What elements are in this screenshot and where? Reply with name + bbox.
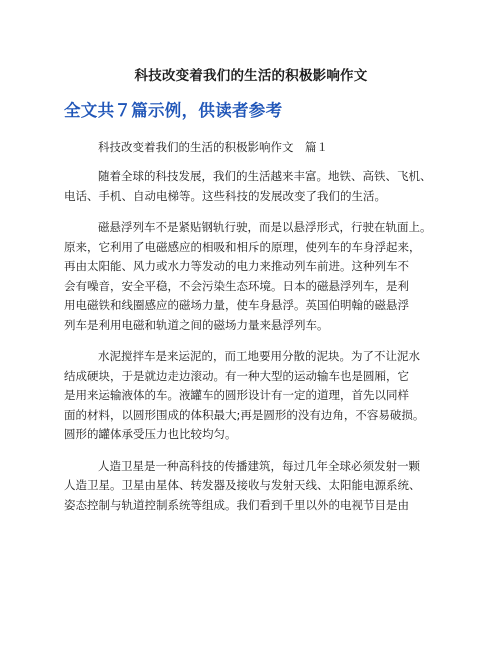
article-body: [64, 167, 444, 527]
paragraph-line: 人造卫星。卫星由星体、转发器及接收与发射天线、太阳能电源系统、: [64, 478, 421, 492]
document-title: 科技改变着我们的生活的积极影响作文: [134, 68, 368, 84]
paragraph-line: 原来，它利用了电磁感应的相吸和相斥的原理，使列车的车身浮起来，: [64, 239, 421, 254]
document-subtitle: 全文共７篇示例，供读者参考: [64, 101, 283, 120]
paragraph-line: 再由太阳能、风力或水力等发动的电力来推动列车前进。这种列车不: [64, 259, 409, 273]
paragraph-line: 圆形的罐体承受压力也比较均匀。: [64, 427, 237, 441]
paragraph-line: 姿态控制与轨道控制系统等组成。我们看到千里以外的电视节目是由: [64, 497, 409, 512]
paragraph-line: 结成硬块，于是就边走边滚动。有一种大型的运动输车也是圆厢，它: [64, 368, 409, 383]
paragraph-line: 水泥搅拌车是来运泥的，而工地要用分散的泥块。为了不让泥水: [98, 349, 420, 363]
article-heading: 科技改变着我们的生活的积极影响作文 篇１: [98, 140, 328, 154]
paragraph-4: [64, 457, 444, 516]
paragraph-line: 磁悬浮列车不是紧贴钢轨行驶，而是以悬浮形式，行驶在轨面上。: [98, 220, 432, 234]
paragraph-line: 随着全球的科技发展，我们的生活越来丰富。地铁、高铁、飞机、: [98, 169, 432, 183]
paragraph-line: 会有噪音，安全平稳，不会污染生态环境。日本的磁悬浮列车，是利: [64, 278, 409, 293]
paragraph-2: [64, 218, 444, 335]
paragraph-line: 用电磁铁和线圈感应的磁场力量，使车身悬浮。英国伯明翰的磁悬浮: [64, 298, 409, 312]
paragraph-line: 人造卫星是一种高科技的传播建筑，每过几年全球必须发射一颗: [98, 458, 420, 473]
paragraph-1: [64, 167, 444, 206]
paragraph-line: 面的材料，以圆形围成的体积最大;再是圆形的没有边角，不容易破损。: [64, 407, 425, 422]
paragraph-line: 列车是利用电磁和轨道之间的磁场力量来悬浮列车。: [64, 317, 329, 332]
paragraph-line: 电话、手机、自动电梯等。这些科技的发展改变了我们的生活。: [64, 188, 386, 203]
paragraph-line: 是用来运输液体的车。液罐车的圆形设计有一定的道理，首先以同样: [64, 388, 409, 402]
paragraph-3: [64, 347, 444, 445]
